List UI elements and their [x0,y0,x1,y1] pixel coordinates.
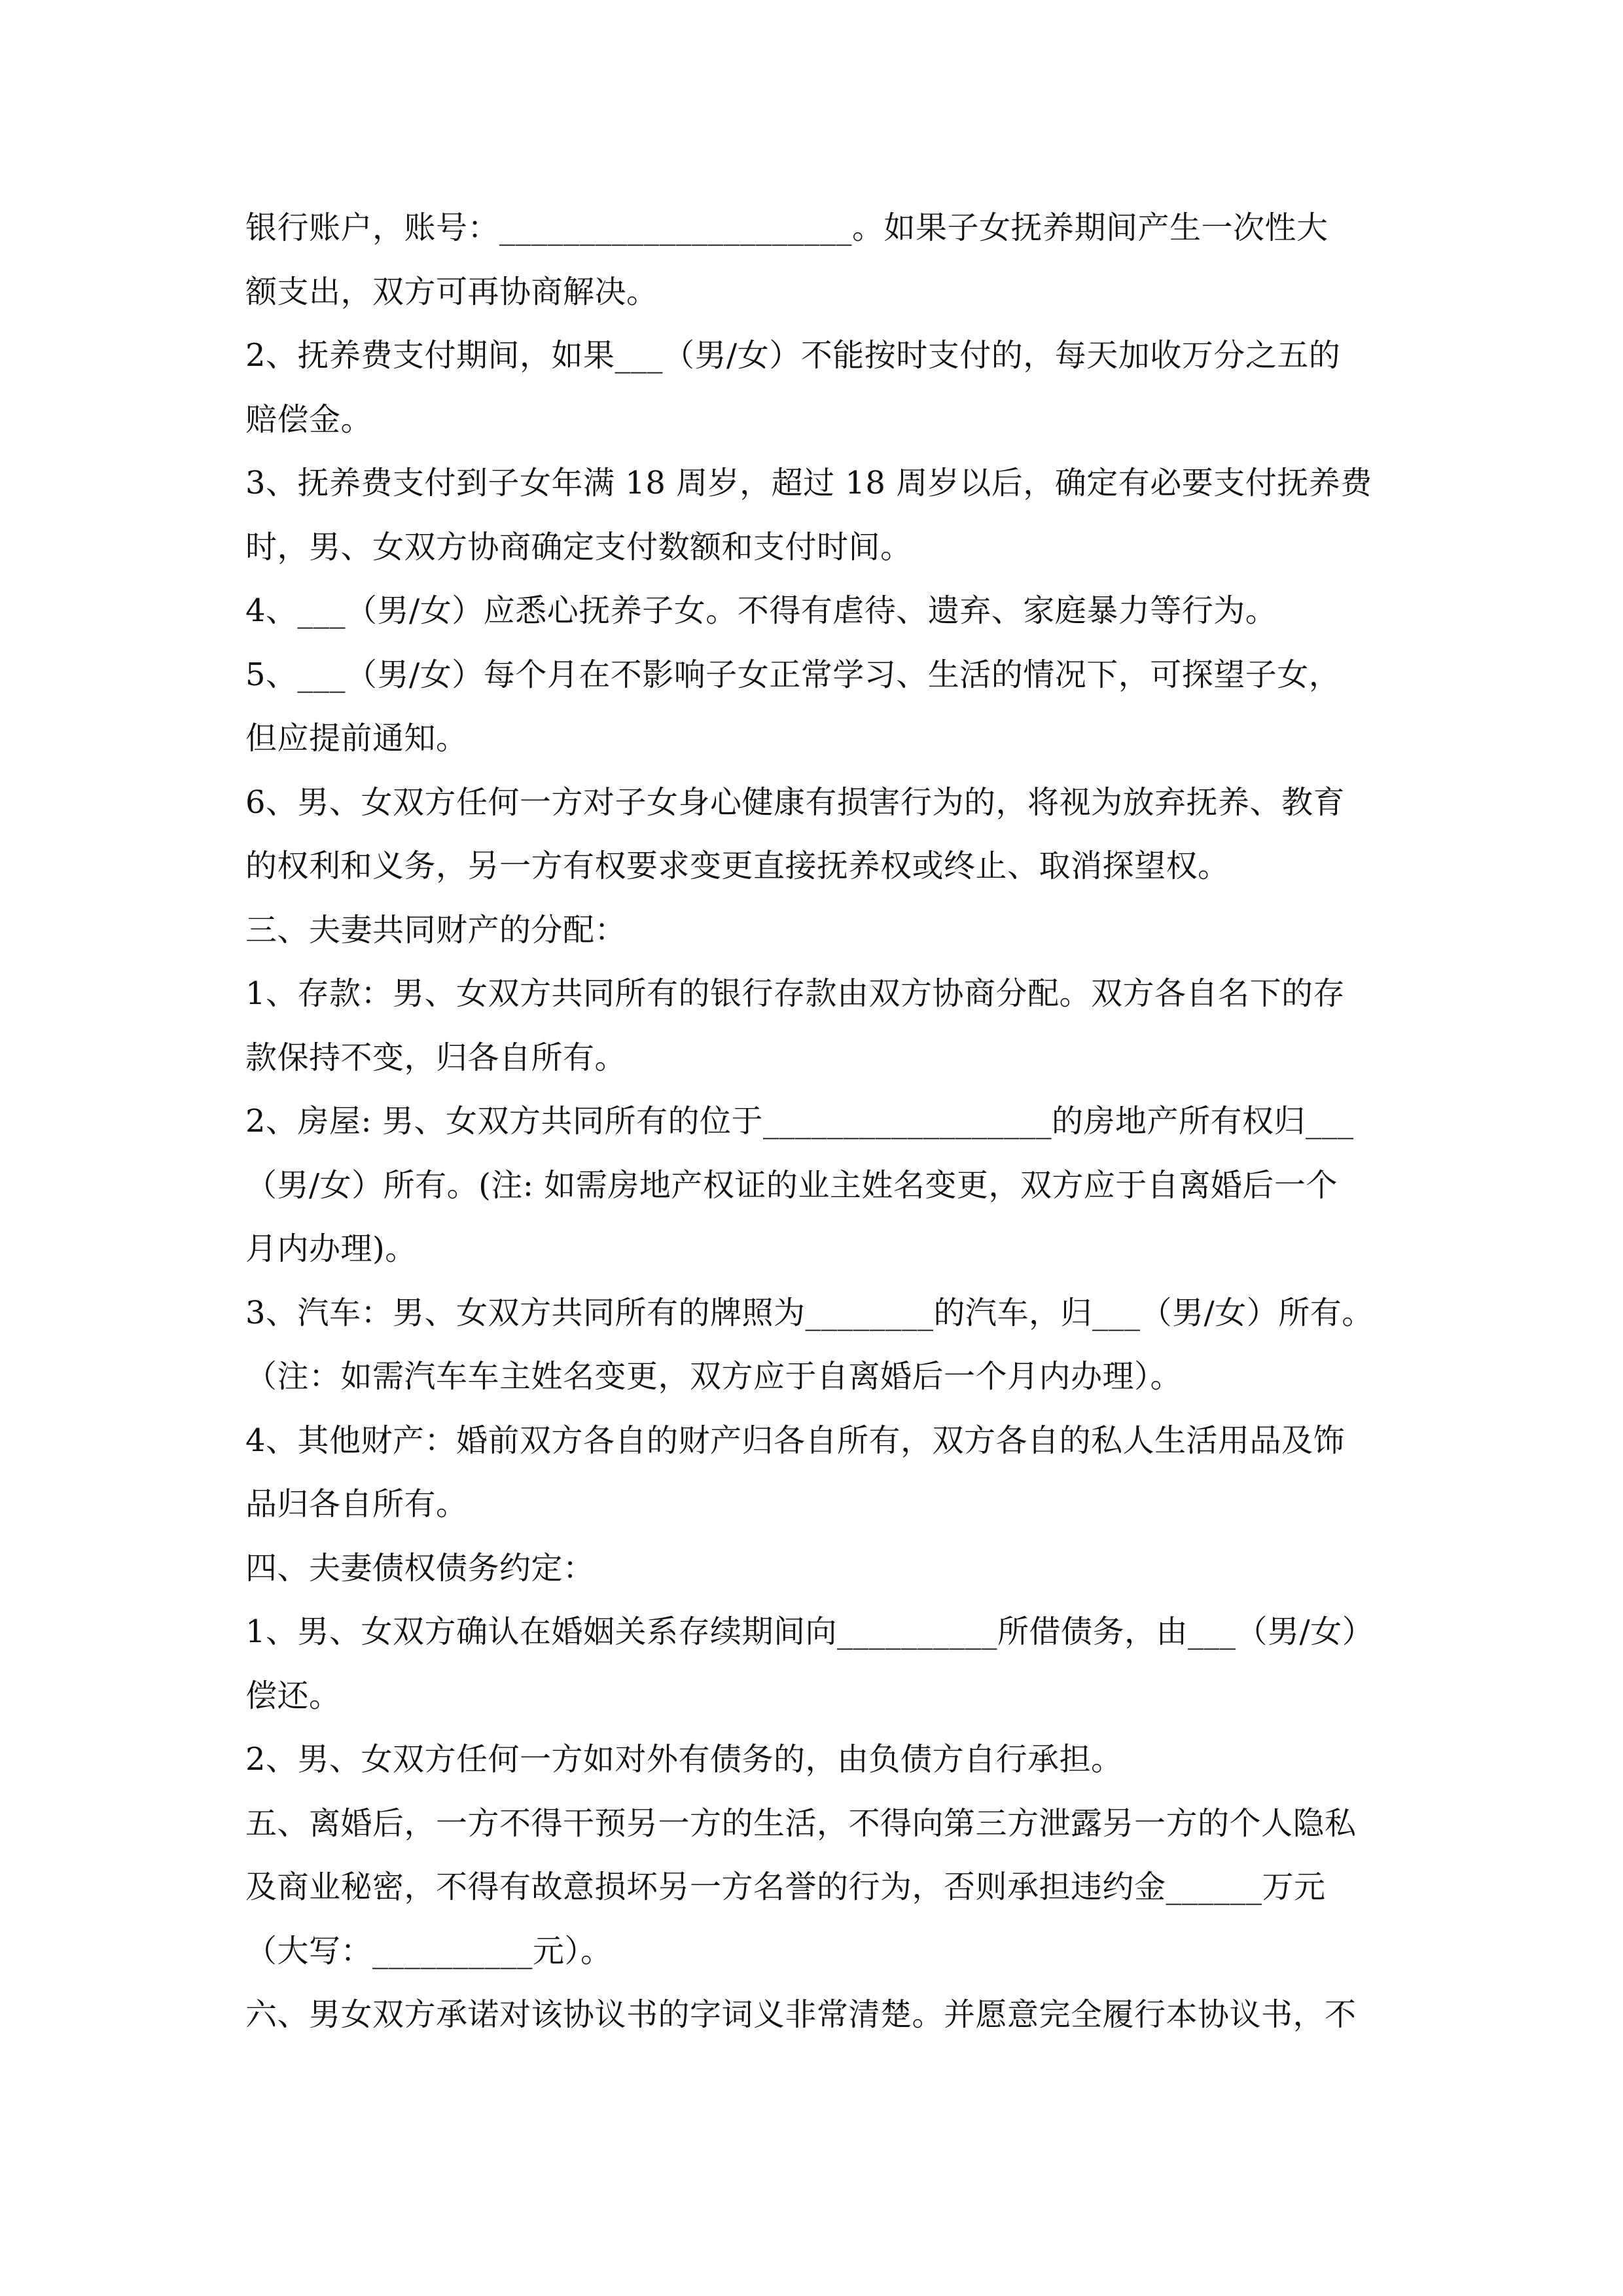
paragraph-line: 1、存款：男、女双方共同所有的银行存款由双方协商分配。双方各自名下的存 [245,975,1346,1012]
paragraph-line: （大写：__________元）。 [245,1932,613,1969]
paragraph-line: 2、男、女双方任何一方如对外有债务的，由负债方自行承担。 [245,1741,1123,1778]
paragraph-line: 2、房屋: 男、女双方共同所有的位于__________________的房地产所有权归___ [245,1103,1354,1139]
section-heading: 四、夫妻债权债务约定： [245,1549,595,1587]
paragraph-line: 的权利和义务，另一方有权要求变更直接抚养权或终止、取消探望权。 [245,848,1230,884]
paragraph-line: 月内办理)。 [245,1230,417,1267]
paragraph-line: 5、___（男/女）每个月在不影响子女正常学习、生活的情况下，可探望子女， [245,656,1341,693]
paragraph-line: 款保持不变，归各自所有。 [245,1039,627,1076]
paragraph-line: 偿还。 [245,1677,341,1714]
paragraph-line: （男/女）所有。(注: 如需房地产权证的业主姓名变更，双方应于自离婚后一个 [245,1166,1338,1204]
paragraph-line: 额支出，双方可再协商解决。 [245,273,658,310]
section-heading: 三、夫妻共同财产的分配： [245,911,627,948]
document-body [245,196,1384,2047]
paragraph-line: 3、抚养费支付到子女年满 18 周岁，超过 18 周岁以后，确定有必要支付抚养费 [245,465,1372,501]
paragraph-line: 品归各自所有。 [245,1486,468,1522]
paragraph-line: 银行账户，账号：______________________。如果子女抚养期间产生一次性大 [245,209,1329,246]
paragraph-line: （注：如需汽车车主姓名变更，双方应于自离婚后一个月内办理）。 [245,1358,1183,1395]
paragraph-line: 五、离婚后，一方不得干预另一方的生活，不得向第三方泄露另一方的个人隐私 [245,1804,1357,1842]
paragraph-line: 但应提前通知。 [245,720,468,757]
paragraph-line: 及商业秘密，不得有故意损坏另一方名誉的行为，否则承担违约金______万元 [245,1869,1326,1905]
paragraph-line: 6、男、女双方任何一方对子女身心健康有损害行为的，将视为放弃抚养、教育 [245,783,1346,821]
paragraph-line: 4、___（男/女）应悉心抚养子女。不得有虐待、遗弃、家庭暴力等行为。 [245,592,1277,629]
paragraph-line: 时，男、女双方协商确定支付数额和支付时间。 [245,528,912,565]
paragraph-line: 1、男、女双方确认在婚姻关系存续期间向__________所借债务，由___（男/女） [245,1613,1374,1650]
paragraph-line: 3、汽车：男、女双方共同所有的牌照为________的汽车，归___（男/女）所有。 [245,1294,1374,1331]
paragraph-line: 赔偿金。 [245,401,373,438]
paragraph-line: 4、其他财产：婚前双方各自的财产归各自所有，双方各自的私人生活用品及饰 [245,1422,1346,1459]
paragraph-line: 2、抚养费支付期间，如果___（男/女）不能按时支付的，每天加收万分之五的 [245,337,1341,374]
paragraph-line: 六、男女双方承诺对该协议书的字词义非常清楚。并愿意完全履行本协议书，不 [245,1996,1357,2033]
